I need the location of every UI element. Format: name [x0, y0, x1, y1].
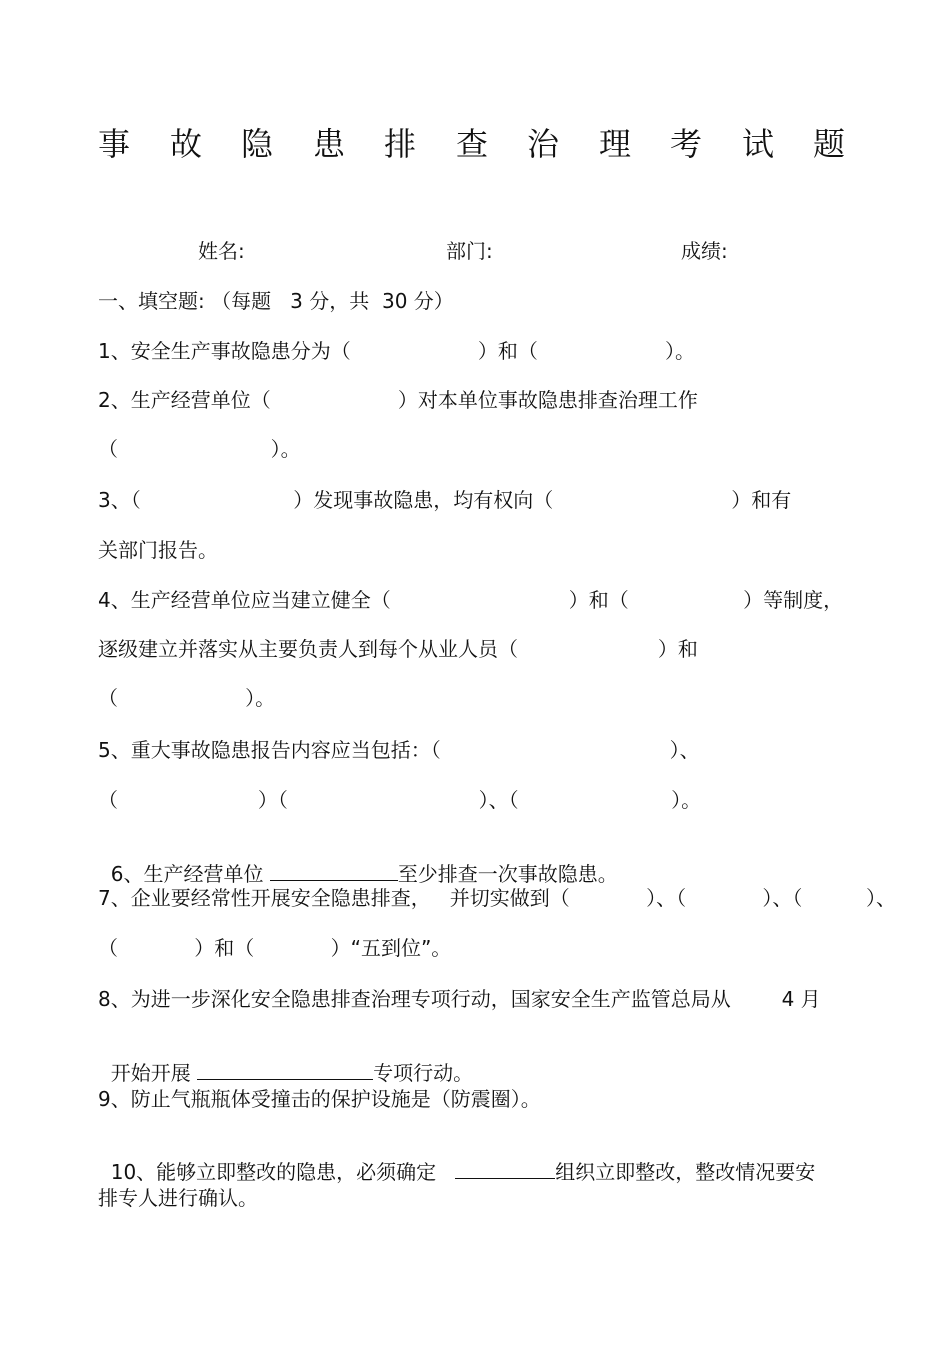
answer-blank[interactable] [270, 860, 398, 881]
title-char: 排 [384, 125, 417, 163]
question-8-line-2 [98, 1039, 473, 1083]
question-6 [98, 840, 618, 884]
question-8-text-before: 开始开展 [110, 1061, 198, 1085]
title-char: 题 [813, 125, 846, 163]
question-10-text-before: 10、能够立即整改的隐患，必须确定 [110, 1160, 456, 1184]
question-10-line-1 [98, 1138, 815, 1182]
question-3-line-1: 3、（ ）发现事故隐患，均有权向（ ）和有 [98, 488, 792, 512]
name-label: 姓名: [198, 239, 245, 263]
question-7-line-1: 7、企业要经常性开展安全隐患排查， 并切实做到（ ）、（ ）、（ ）、 [98, 886, 896, 910]
question-8-line-1: 8、为进一步深化安全隐患排查治理专项行动，国家安全生产监管总局从 4 月 [98, 987, 821, 1011]
answer-blank[interactable] [455, 1158, 555, 1179]
question-4-line-2: 逐级建立并落实从主要负责人到每个从业人员（ ）和 [98, 637, 698, 661]
question-8-text-after: 专项行动。 [373, 1061, 474, 1085]
title-char: 隐 [241, 125, 274, 163]
answer-blank[interactable] [197, 1059, 373, 1080]
question-1: 1、安全生产事故隐患分为（ ）和（ ）。 [98, 339, 696, 363]
question-3-line-2: 关部门报告。 [98, 538, 218, 562]
question-10-line-2: 排专人进行确认。 [98, 1186, 258, 1210]
section-heading: 一、填空题: （每题 3 分，共 30 分） [98, 289, 454, 313]
title-char: 事 [98, 125, 131, 163]
question-6-text-after: 至少排查一次事故隐患。 [397, 862, 618, 886]
question-2-line-1: 2、生产经营单位（ ）对本单位事故隐患排查治理工作 [98, 388, 698, 412]
title-char: 试 [742, 125, 775, 163]
title-char: 考 [670, 125, 703, 163]
question-5-line-1: 5、重大事故隐患报告内容应当包括：（ ）、 [98, 738, 700, 762]
question-5-line-2: （ ）（ ）、（ ）。 [98, 788, 702, 812]
question-4-line-1: 4、生产经营单位应当建立健全（ ）和（ ）等制度， [98, 588, 844, 612]
title-char: 患 [313, 125, 346, 163]
title-char: 治 [527, 125, 560, 163]
question-2-line-2: （ ）。 [98, 437, 301, 461]
title-char: 故 [170, 125, 203, 163]
title-char: 查 [456, 125, 489, 163]
department-label: 部门: [446, 239, 493, 263]
question-7-line-2: （ ）和（ ）“五到位”。 [98, 936, 452, 960]
title-char: 理 [599, 125, 632, 163]
question-9: 9、防止气瓶瓶体受撞击的保护设施是（防震圈）。 [98, 1087, 541, 1111]
question-6-text-before: 6、生产经营单位 [110, 862, 270, 886]
question-4-line-3: （ ）。 [98, 686, 276, 710]
score-label: 成绩: [681, 239, 728, 263]
question-10-text-after: 组织立即整改，整改情况要安 [555, 1160, 816, 1184]
